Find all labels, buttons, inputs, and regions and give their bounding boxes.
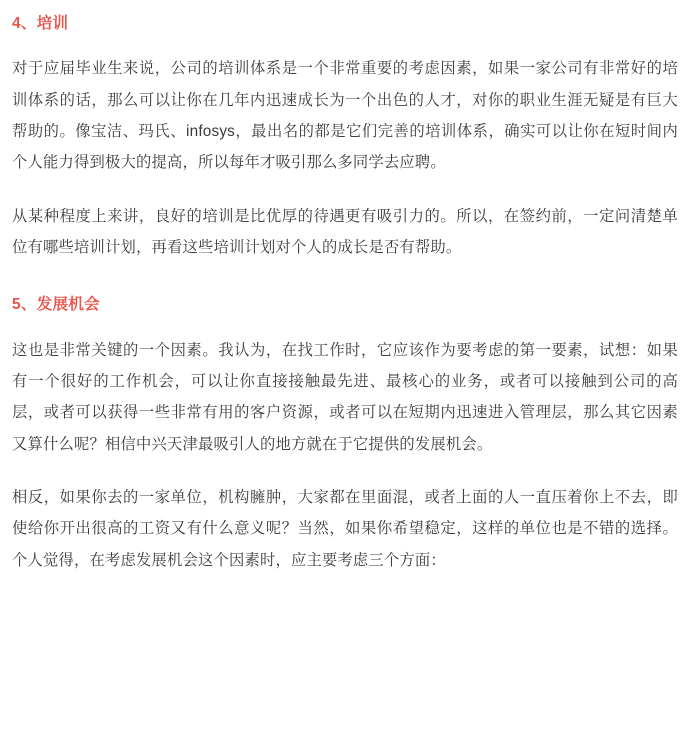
paragraph-development-1: 这也是非常关键的一个因素。我认为，在找工作时，它应该作为要考虑的第一要素，试想：如果有一个很好的工作机会，可以让你直接接触最先进、最核心的业务，或者可以接触到公司的高层，或者可以获得一些非常有用的客户资源，或者可以在短期内迅速进入管理层，那么其它因素又算什么呢？相信中兴天津最吸引人的地方就在于它提供的发展机会。 [12, 341, 678, 453]
spacer [12, 317, 678, 335]
spacer [12, 460, 678, 482]
spacer [12, 179, 678, 201]
spacer [12, 263, 678, 291]
paragraph-development-2: 相反，如果你去的一家单位，机构臃肿，大家都在里面混，或者上面的人一直压着你上不去，即使给你开出很高的工资又有什么意义呢？当然，如果你希望稳定，这样的单位也是不错的选择。个人觉得，在考虑发展机会这个因素时，应主要考虑三个方面： [12, 488, 678, 569]
spacer [12, 35, 678, 53]
paragraph-training-1: 对于应届毕业生来说，公司的培训体系是一个非常重要的考虑因素，如果一家公司有非常好的培训体系的话，那么可以让你在几年内迅速成长为一个出色的人才，对你的职业生涯无疑是有巨大帮助的。像宝洁、玛氏、infosys，最出名的都是它们完善的培训体系，确实可以让你在短时间内个人能力得到极大的提高，所以每年才吸引那么多同学去应聘。 [12, 60, 678, 172]
section-heading-development-opportunity: 5、发展机会 [12, 296, 100, 314]
paragraph-training-2: 从某种程度上来讲，良好的培训是比优厚的待遇更有吸引力的。所以，在签约前，一定问清楚单位有哪些培训计划，再看这些培训计划对个人的成长是否有帮助。 [12, 207, 678, 256]
section-heading-training: 4、培训 [12, 15, 69, 32]
